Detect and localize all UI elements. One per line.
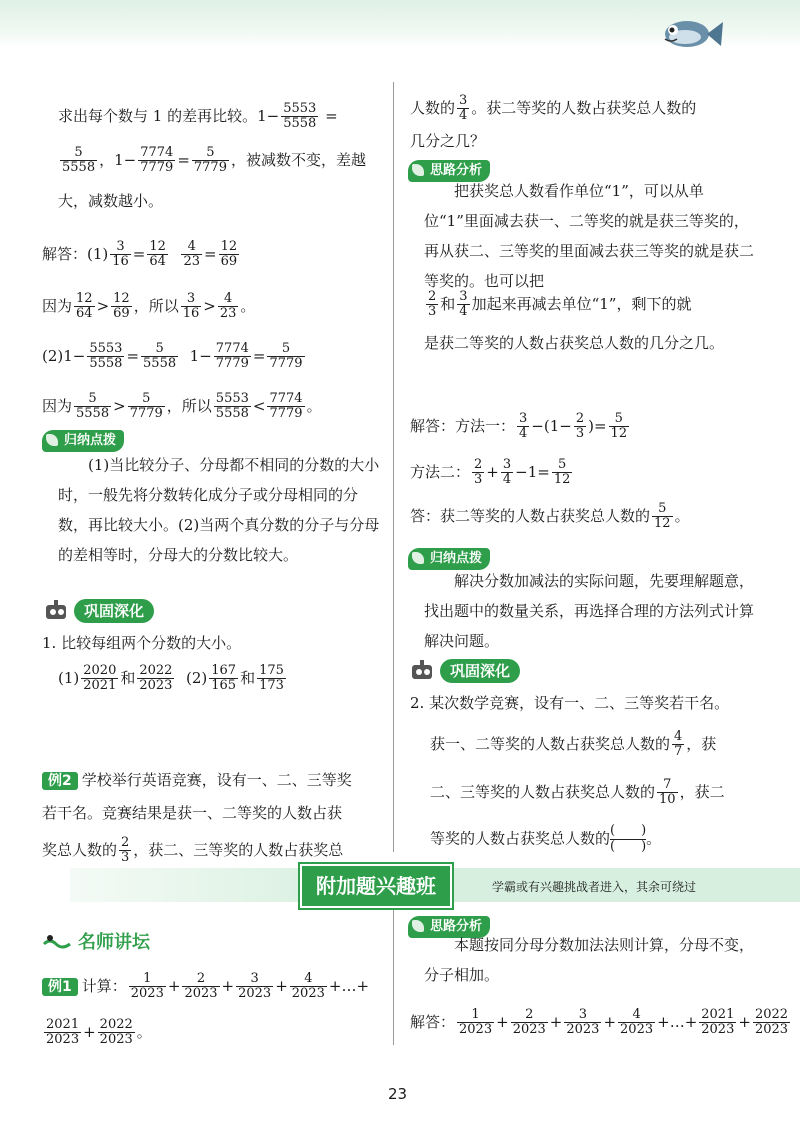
- swimmer-icon: [42, 932, 72, 950]
- example-2-label: 例2: [42, 772, 78, 790]
- question-1: 1. 比较每组两个分数的大小。: [42, 634, 242, 652]
- analysis-text-bonus: 本题按同分母分数加法法则计算，分母不变，分子相加。: [424, 936, 755, 984]
- fraction: $\frac{5553}{5558}$: [283, 101, 317, 132]
- bonus-answer: 解答： $\frac{1}{2023}$ + $\frac{2}{2023}$ + $\frac{3}{2023}$ + $\frac{4}{2023}$ +…+ $\frac{2021}{2023}$ + $\frac{2022}{2023}$: [410, 1007, 789, 1038]
- method-2: 方法二： $\frac{2}{3}$ + $\frac{3}{4}$ −1= $\frac{5}{12}$: [410, 457, 571, 488]
- fraction: $\frac{5}{7779}$: [193, 145, 227, 176]
- final-answer: 答：获二等奖的人数占获奖总人数的 $\frac{5}{12}$ 。: [410, 501, 690, 532]
- section-label: 巩固深化: [74, 599, 154, 623]
- fraction: $\frac{7774}{7779}$: [140, 145, 174, 176]
- page-number: 23: [388, 1085, 408, 1103]
- answer-1-compare: 因为 $\frac{12}{64}$ > $\frac{12}{69}$ ，所以 $\frac{3}{16}$ > $\frac{4}{23}$ 。: [42, 291, 256, 322]
- fish-icon: [655, 12, 725, 54]
- answer-2: (2)1− $\frac{5553}{5558}$ = $\frac{5}{5558}$ 1− $\frac{7774}{7779}$ = $\frac{5}{7779}$: [42, 341, 303, 372]
- question-2-line-2: 获一、二等奖的人数占获奖总人数的 $\frac{4}{7}$ ，获: [430, 729, 717, 760]
- bonus-banner-title: 附加题兴趣班: [300, 864, 452, 908]
- intro-line-1: 求出每个数与 1 的差再比较。1− $\frac{5553}{5558}$ =: [58, 101, 338, 132]
- answer-1: 解答：(1) $\frac{3}{16}$ = $\frac{12}{64}$ $\frac{4}{23}$ = $\frac{12}{69}$: [42, 239, 238, 270]
- teacher-forum-heading: 名师讲坛: [42, 928, 150, 954]
- analysis-text-2: $\frac{2}{3}$ 和 $\frac{3}{4}$ 加起来再减去单位“1”，剩下的就: [428, 289, 692, 320]
- example-2-cont-2: 几分之几？: [410, 132, 486, 150]
- answer-blank[interactable]: $\frac{( )}{( )}$: [610, 823, 647, 854]
- example-1-label: 例1: [42, 978, 78, 996]
- section-consolidate-left: [42, 598, 154, 624]
- section-consolidate-right: [408, 658, 520, 684]
- intro-line-2: $\frac{5}{5558}$ ，1− $\frac{7774}{7779}$ = $\frac{5}{7779}$ ，被减数不变，差越: [62, 145, 366, 176]
- example-2-line-1: 例2 学校举行英语竞赛，设有一、二、三等奖: [42, 772, 352, 790]
- conclusion-tag: 归纳点拨: [42, 430, 124, 452]
- question-2-line-3: 二、三等奖的人数占获奖总人数的 $\frac{7}{10}$ ，获二: [430, 777, 725, 808]
- analysis-tag-bonus: 思路分析: [408, 916, 490, 938]
- example-1-line-1: 例1 计算： $\frac{1}{2023}$ + $\frac{2}{2023}$ + $\frac{3}{2023}$ + $\frac{4}{2023}$ +…+: [42, 972, 369, 1002]
- example-2-line-3: 奖总人数的 $\frac{2}{3}$ ，获二、三等奖的人数占获奖总: [42, 835, 344, 866]
- section-label: 巩固深化: [440, 659, 520, 683]
- conclusion-text: (1)当比较分子、分母都不相同的分数的大小时，一般先将分数转化成分子或分母相同的分数，再比较大小。(2)当两个真分数的分子与分母的差相等时，分母大的分数比较大。: [58, 456, 380, 564]
- question-1-parts: (1) $\frac{2020}{2021}$ 和 $\frac{2022}{2023}$ (2) $\frac{167}{165}$ 和 $\frac{175}{173}$: [58, 663, 284, 694]
- question-2-line-1: 2. 某次数学竞赛，设有一、二、三等奖若干名。: [410, 694, 730, 712]
- column-divider: [393, 82, 394, 852]
- analysis-text: 把获奖总人数看作单位“1”，可以从单位“1”里面减去获一、二等奖的就是获三等奖的，再从获二、三等奖的里面减去获三等奖的就是获二等奖的。也可以把: [424, 182, 755, 290]
- conclusion-text-right: 解决分数加减法的实际问题，先要理解题意，找出题中的数量关系，再选择合理的方法列式计算解决问题。: [424, 572, 755, 650]
- conclusion-tag-right: 归纳点拨: [408, 548, 490, 570]
- analysis-text-3: 是获二等奖的人数占获奖总人数的几分之几。: [424, 334, 725, 352]
- bonus-banner-note: 学霸或有兴趣挑战者进入，其余可绕过: [492, 880, 697, 894]
- robot-icon: [42, 599, 70, 623]
- column-divider-bottom: [393, 895, 394, 1045]
- fraction: $\frac{5}{5558}$: [62, 145, 96, 176]
- example-2-cont-1: 人数的 $\frac{3}{4}$ 。获二等奖的人数占获奖总人数的: [410, 93, 697, 124]
- method-1: 解答：方法一： $\frac{3}{4}$ −(1− $\frac{2}{3}$ )= $\frac{5}{12}$: [410, 411, 628, 442]
- robot-icon: [408, 659, 436, 683]
- intro-line-3: 大，减数越小。: [58, 192, 164, 210]
- example-1-line-2: $\frac{2021}{2023}$ + $\frac{2022}{2023}$ 。: [46, 1017, 152, 1048]
- answer-2-compare: 因为 $\frac{5}{5558}$ > $\frac{5}{7779}$ ，所以 $\frac{5553}{5558}$ < $\frac{7774}{7779}$ 。: [42, 391, 322, 422]
- question-2-line-4: 等奖的人数占获奖总人数的 $\frac{( )}{( )}$ 。: [430, 823, 662, 854]
- analysis-tag: 思路分析: [408, 160, 490, 182]
- example-2-line-2: 若干名。竞赛结果是获一、二等奖的人数占获: [42, 804, 343, 822]
